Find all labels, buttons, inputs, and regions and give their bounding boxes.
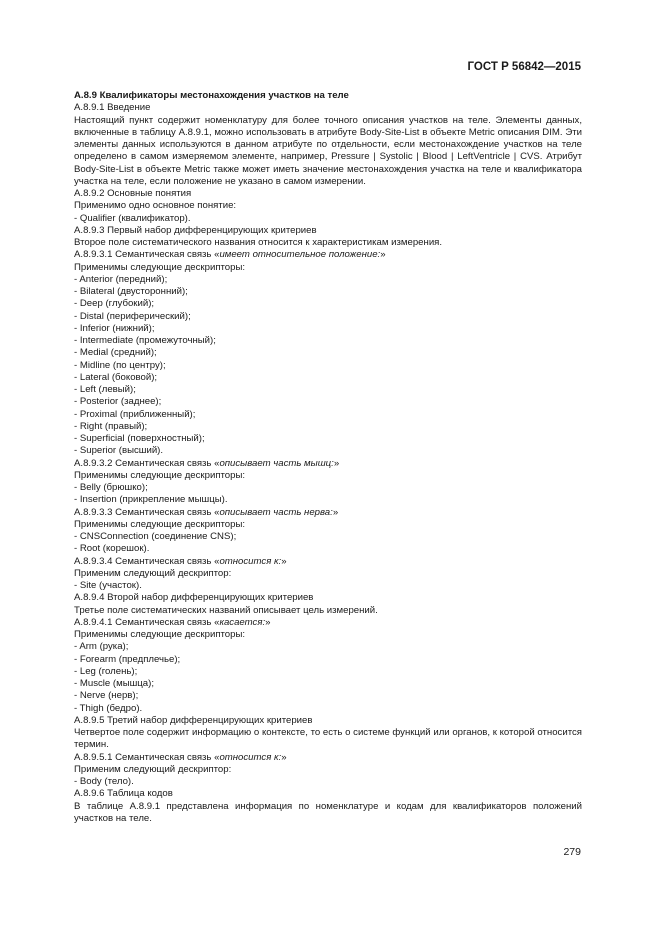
list-item: - Nerve (нерв); <box>74 690 139 702</box>
list-item: - Anterior (передний); <box>74 273 168 285</box>
page-number: 279 <box>563 846 581 858</box>
list-item: - Left (левый); <box>74 384 136 395</box>
descriptor-list-8931 <box>74 274 582 458</box>
section-title: А.8.9 Квалификаторы местонахождения участков на теле <box>74 90 349 101</box>
list-item: - Superficial (поверхностный); <box>74 433 205 444</box>
heading-suffix: » <box>281 555 287 567</box>
list-item: - Belly (брюшко); <box>74 482 148 493</box>
heading-suffix: » <box>281 751 287 763</box>
heading-prefix: А.8.9.3.1 Семантическая связь « <box>74 249 220 261</box>
paragraph-894: Третье поле систематических названий описывает цель измерений. <box>74 604 378 616</box>
list-item: - Thigh (бедро). <box>74 702 143 714</box>
paragraph-893: Второе поле систематического названия относится к характеристикам измерения. <box>74 237 443 248</box>
relation-name: описывает часть нерва: <box>219 506 333 518</box>
heading-prefix: А.8.9.4.1 Семантическая связь « <box>74 616 220 628</box>
subsection-heading-891: А.8.9.1 Введение <box>74 102 151 114</box>
subsection-heading-8931 <box>74 249 582 261</box>
heading-prefix: А.8.9.5.1 Семантическая связь « <box>74 751 220 763</box>
subsection-heading-8932 <box>74 458 582 470</box>
relation-name: касается: <box>219 616 266 628</box>
list-item: - Bilateral (двусторонний); <box>74 286 188 297</box>
list-item: - Medial (средний); <box>74 347 157 359</box>
heading-prefix: А.8.9.3.3 Семантическая связь « <box>74 506 220 518</box>
paragraph-892: Применимо одно основное понятие: <box>74 200 237 212</box>
subsection-heading-8941 <box>74 617 582 629</box>
heading-suffix: » <box>380 249 386 261</box>
list-item: - Qualifier (квалификатор). <box>74 212 191 224</box>
heading-suffix: » <box>332 506 339 518</box>
list-item: - Intermediate (промежуточный); <box>74 335 216 346</box>
subsection-heading-892: А.8.9.2 Основные понятия <box>74 188 192 199</box>
list-item: - Posterior (заднее); <box>74 396 162 408</box>
list-item: - Muscle (мышца); <box>74 678 154 689</box>
paragraph-8933: Применимы следующие дескрипторы: <box>74 518 246 530</box>
list-item: - Arm (рука); <box>74 641 129 653</box>
list-item: - CNSConnection (соединение CNS); <box>74 531 237 542</box>
descriptor-list-8941 <box>74 641 582 715</box>
subsection-heading-896: А.8.9.6 Таблица кодов <box>74 788 173 800</box>
heading-prefix: А.8.9.3.4 Семантическая связь « <box>74 555 220 567</box>
paragraph-8931: Применимы следующие дескрипторы: <box>74 261 246 273</box>
descriptor-list-8933 <box>74 531 582 556</box>
subsection-heading-8933 <box>74 507 582 519</box>
relation-name: относится к: <box>219 555 282 567</box>
subsection-heading-8934 <box>74 556 582 568</box>
descriptor-list-8932 <box>74 482 582 507</box>
intro-paragraph: Настоящий пункт содержит номенклатуру для более точного описания участков на теле. Элементы данных, включенные в таблицу А.8.9.1, можно использовать в атрибуте Body-Site-List в объекте Metric описания DIM. Эти элементы данных используются в данном атрибуте по отдельности, если местонахождение участков на теле определено в самом измеряемом элементе, например, Pressure | Systolic | Blood | LeftVentricle | CVS. Атрибут Body-Site-List в объекте Metric также может иметь значение местонахождения участка на теле и квалификатора участка на теле, если положение не указано в самом измерении. <box>74 114 582 187</box>
list-item: - Leg (голень); <box>74 665 138 677</box>
descriptor-list-8934 <box>74 580 582 592</box>
subsection-heading-895: А.8.9.5 Третий набор дифференцирующих критериев <box>74 714 313 726</box>
relation-name: описывает часть мышц: <box>219 457 334 469</box>
list-item: - Proximal (приближенный); <box>74 408 196 420</box>
list-item: - Insertion (прикрепление мышцы). <box>74 494 228 506</box>
list-item: - Distal (периферический); <box>74 310 191 322</box>
list-item: - Inferior (нижний); <box>74 322 155 334</box>
paragraph-895: Четвертое поле содержит информацию о контексте, то есть о системе функций или органов, к которой относится термин. <box>74 727 582 751</box>
relation-name: относится к: <box>219 751 282 763</box>
heading-prefix: А.8.9.3.2 Семантическая связь « <box>74 457 220 469</box>
list-item: - Superior (высший). <box>74 445 164 457</box>
subsection-heading-893: А.8.9.3 Первый набор дифференцирующих критериев <box>74 224 317 236</box>
paragraph-8934: Применим следующий дескриптор: <box>74 567 232 579</box>
subsection-heading-8951 <box>74 752 582 764</box>
descriptor-list-8951 <box>74 776 582 788</box>
document-standard-number: ГОСТ Р 56842—2015 <box>467 61 581 73</box>
heading-suffix: » <box>333 457 340 469</box>
list-item: - Midline (по центру); <box>74 359 166 371</box>
paragraph-8951: Применим следующий дескриптор: <box>74 763 232 775</box>
page-content <box>74 90 582 825</box>
list-item: - Body (тело). <box>74 776 134 787</box>
list-item: - Root (корешок). <box>74 543 150 555</box>
paragraph-896: В таблице А.8.9.1 представлена информация по номенклатуре и кодам для квалификаторов положений участков на теле. <box>74 800 582 824</box>
list-item: - Right (правый); <box>74 420 148 432</box>
heading-suffix: » <box>265 616 271 628</box>
list-item: - Lateral (боковой); <box>74 371 158 383</box>
subsection-heading-894: А.8.9.4 Второй набор дифференцирующих критериев <box>74 592 314 604</box>
list-item: - Site (участок). <box>74 580 142 591</box>
paragraph-8932: Применимы следующие дескрипторы: <box>74 469 246 481</box>
paragraph-8941: Применимы следующие дескрипторы: <box>74 629 246 640</box>
list-item: - Deep (глубокий); <box>74 298 155 310</box>
relation-name: имеет относительное положение: <box>219 249 381 261</box>
list-item: - Forearm (предплечье); <box>74 653 181 665</box>
